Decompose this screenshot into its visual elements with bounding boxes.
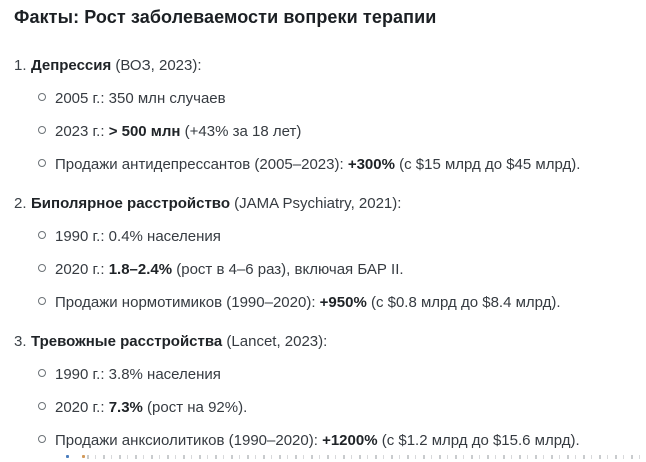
sub-item-text: 2023 г.: > 500 млн (+43% за 18 лет) — [55, 123, 302, 140]
fact-item-anxiety — [14, 332, 638, 450]
fact-item-bipolar — [14, 194, 638, 312]
sub-item-text: 2005 г.: 350 млн случаев — [55, 90, 226, 107]
cutoff-fleck — [66, 455, 69, 458]
sub-item-text: Продажи антидепрессантов (2005–2023): +300% (с $15 млрд до $45 млрд). — [55, 156, 581, 173]
list-number: 1. — [14, 57, 27, 74]
fact-heading — [14, 56, 638, 75]
sub-item-text: 2020 г.: 1.8–2.4% (рост в 4–6 раз), включая БАР II. — [55, 261, 404, 278]
sub-item-text: 1990 г.: 0.4% населения — [55, 228, 221, 245]
sub-item-text: 2020 г.: 7.3% (рост на 92%). — [55, 399, 248, 416]
cutoff-next-line — [87, 455, 642, 459]
bullet-icon — [38, 159, 46, 167]
sub-item-text: Продажи нормотимиков (1990–2020): +950% (с $0.8 млрд до $8.4 млрд). — [55, 294, 561, 311]
fact-heading — [14, 194, 638, 213]
sub-list — [14, 365, 638, 450]
sub-item — [38, 155, 638, 174]
page-title: Факты: Рост заболеваемости вопреки терапии — [14, 7, 437, 27]
bullet-icon — [38, 126, 46, 134]
sub-list — [14, 89, 638, 174]
sub-item — [38, 365, 638, 384]
sub-list — [14, 227, 638, 312]
facts-list — [14, 56, 638, 450]
bullet-icon — [38, 297, 46, 305]
fact-heading-text: Тревожные расстройства (Lancet, 2023): — [31, 333, 328, 350]
bullet-icon — [38, 435, 46, 443]
fact-heading-text: Депрессия (ВОЗ, 2023): — [31, 57, 202, 74]
sub-item — [38, 122, 638, 141]
bullet-icon — [38, 402, 46, 410]
bullet-icon — [38, 231, 46, 239]
fact-heading — [14, 332, 638, 351]
list-number: 3. — [14, 333, 27, 350]
fact-item-depression — [14, 56, 638, 174]
fact-heading-text: Биполярное расстройство (JAMA Psychiatry, 2021): — [31, 195, 402, 212]
list-number: 2. — [14, 195, 27, 212]
cutoff-fleck — [82, 455, 85, 458]
sub-item — [38, 260, 638, 279]
sub-item-text: Продажи анксиолитиков (1990–2020): +1200% (с $1.2 млрд до $15.6 млрд). — [55, 432, 580, 449]
sub-item — [38, 89, 638, 108]
sub-item — [38, 398, 638, 417]
bullet-icon — [38, 93, 46, 101]
sub-item-text: 1990 г.: 3.8% населения — [55, 366, 221, 383]
sub-item — [38, 293, 638, 312]
sub-item — [38, 431, 638, 450]
bullet-icon — [38, 264, 46, 272]
bullet-icon — [38, 369, 46, 377]
sub-item — [38, 227, 638, 246]
